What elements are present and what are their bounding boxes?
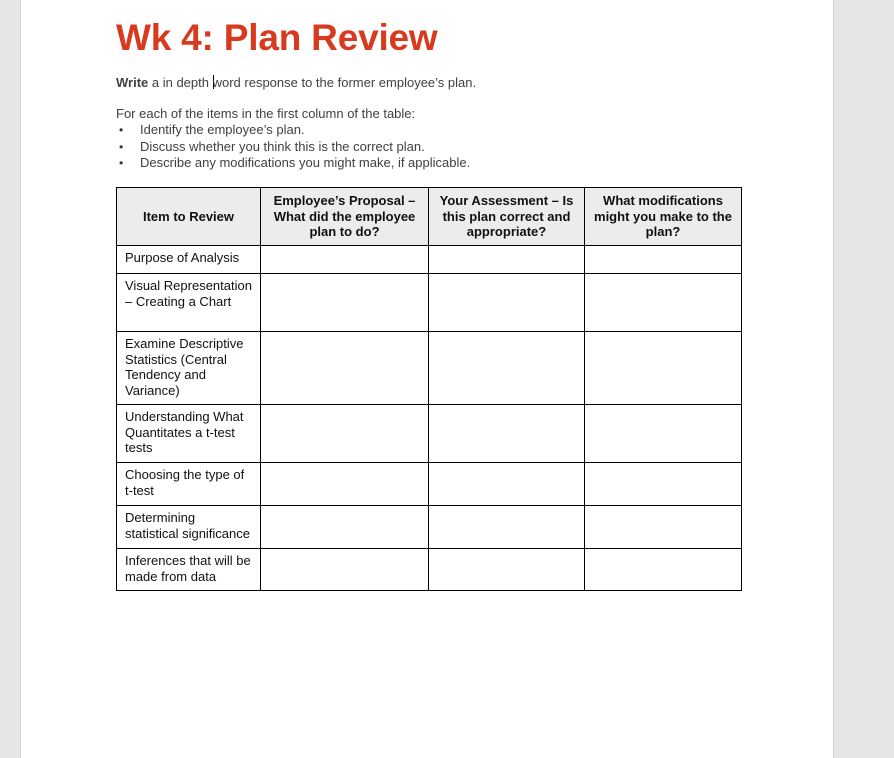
employee-proposal-cell[interactable]: [261, 274, 429, 332]
bullet-item-discuss: [116, 139, 470, 156]
bullet-item-identify: [116, 122, 470, 139]
employee-proposal-cell[interactable]: [261, 463, 429, 506]
instruction-text-after-cursor: word response to the former employee’s plan.: [212, 75, 477, 90]
assessment-cell[interactable]: [429, 549, 585, 591]
table-row: [117, 405, 742, 463]
row-item-label: Visual Representation – Creating a Chart: [117, 274, 261, 332]
bullet-list: [116, 122, 470, 172]
table-row: [117, 463, 742, 506]
row-item-label: Choosing the type of t-test: [117, 463, 261, 506]
row-item-label: Examine Descriptive Statistics (Central Tendency and Variance): [117, 332, 261, 405]
document-page[interactable]: [20, 0, 834, 758]
bullet-icon: •: [119, 139, 124, 154]
intro-paragraph: For each of the items in the first column of the table:: [116, 106, 416, 121]
assessment-cell[interactable]: [429, 405, 585, 463]
bullet-icon: •: [119, 156, 124, 170]
bullet-text: Discuss whether you think this is the correct plan.: [140, 138, 425, 154]
table-row: [117, 506, 742, 549]
row-item-label: Understanding What Quantitates a t-test tests: [117, 405, 261, 463]
modifications-cell[interactable]: [585, 506, 742, 549]
assessment-cell[interactable]: [429, 463, 585, 506]
row-item-label: Inferences that will be made from data: [117, 549, 261, 591]
employee-proposal-cell[interactable]: [261, 332, 429, 405]
modifications-cell[interactable]: [585, 405, 742, 463]
page-title: Wk 4: Plan Review: [116, 17, 438, 58]
bullet-icon: •: [119, 123, 124, 137]
modifications-cell[interactable]: [585, 274, 742, 332]
employee-proposal-cell[interactable]: [261, 549, 429, 591]
table-row: [117, 549, 742, 591]
header-modifications: What modifications might you make to the plan?: [585, 188, 742, 246]
bullet-item-describe: [116, 155, 470, 172]
modifications-cell[interactable]: [585, 246, 742, 274]
table-header-row: [117, 188, 742, 246]
table-row: [117, 332, 742, 405]
modifications-cell[interactable]: [585, 332, 742, 405]
modifications-cell[interactable]: [585, 549, 742, 591]
instruction-paragraph[interactable]: [116, 75, 476, 91]
employee-proposal-cell[interactable]: [261, 506, 429, 549]
plan-review-table: [116, 187, 742, 591]
assessment-cell[interactable]: [429, 332, 585, 405]
row-item-label: Purpose of Analysis: [117, 246, 261, 274]
employee-proposal-cell[interactable]: [261, 405, 429, 463]
header-item-to-review: Item to Review: [117, 188, 261, 246]
bullet-text: Identify the employee’s plan.: [140, 122, 305, 137]
assessment-cell[interactable]: [429, 506, 585, 549]
assessment-cell[interactable]: [429, 246, 585, 274]
assessment-cell[interactable]: [429, 274, 585, 332]
table-row: [117, 246, 742, 274]
header-your-assessment: Your Assessment – Is this plan correct and appropriate?: [429, 188, 585, 246]
row-item-label: Determining statistical significance: [117, 506, 261, 549]
table-row: [117, 274, 742, 332]
bullet-text: Describe any modifications you might make, if applicable.: [140, 155, 471, 170]
employee-proposal-cell[interactable]: [261, 246, 429, 274]
header-employee-proposal: Employee’s Proposal – What did the employee plan to do?: [261, 188, 429, 246]
modifications-cell[interactable]: [585, 463, 742, 506]
instruction-text-before-cursor: a in depth: [148, 75, 213, 90]
instruction-lead: Write: [116, 75, 149, 90]
